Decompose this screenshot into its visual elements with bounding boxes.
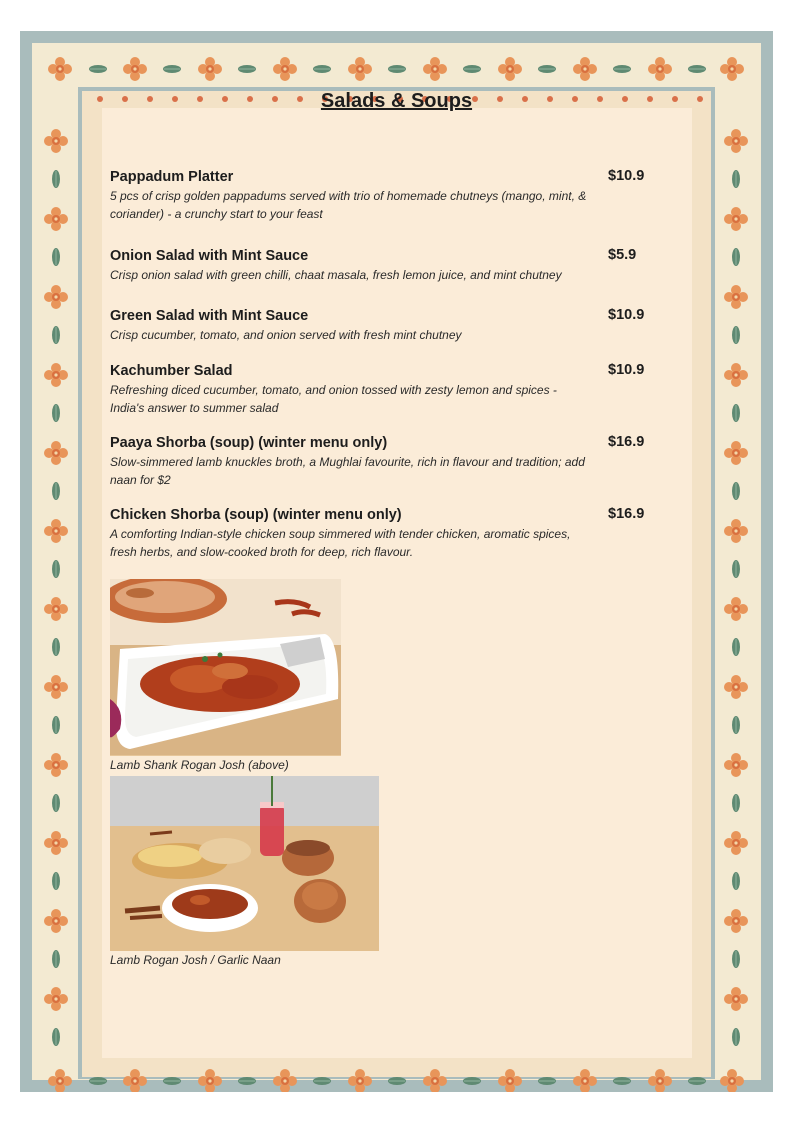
item-description: Crisp onion salad with green chilli, chaat masala, fresh lemon juice, and mint chutney — [110, 268, 562, 282]
item-price: $16.9 — [608, 434, 645, 450]
item-name: Green Salad with Mint Sauce — [110, 308, 309, 324]
lamb-shank-image — [110, 579, 341, 756]
item-price: $10.9 — [608, 168, 645, 184]
item-description: Slow-simmered lamb knuckles broth, a Mughlai favourite, rich in flavour and tradition; add naan for $2 — [110, 455, 585, 487]
menu-item — [110, 434, 650, 489]
food-photo-rogan-josh — [110, 776, 379, 951]
item-description: Refreshing diced cucumber, tomato, and onion tossed with zesty lemon and spices - India's answer to summer salad — [110, 383, 557, 415]
menu-item — [110, 168, 650, 223]
rogan-josh-image — [110, 776, 379, 951]
item-name: Paaya Shorba (soup) (winter menu only) — [110, 435, 388, 451]
menu-item — [110, 247, 650, 285]
menu-item — [110, 506, 650, 561]
item-name: Onion Salad with Mint Sauce — [110, 248, 309, 264]
item-price: $5.9 — [608, 247, 637, 263]
photo-caption: Lamb Shank Rogan Josh (above) — [110, 758, 289, 772]
item-description: Crisp cucumber, tomato, and onion served with fresh mint chutney — [110, 328, 462, 342]
food-photo-lamb-shank — [110, 579, 341, 756]
item-name: Pappadum Platter — [110, 169, 234, 185]
section-title: Salads & Soups — [320, 90, 473, 112]
menu-item — [110, 307, 650, 345]
item-price: $10.9 — [608, 362, 645, 378]
photo-caption: Lamb Rogan Josh / Garlic Naan — [110, 953, 281, 967]
menu-item — [110, 362, 650, 417]
item-name: Kachumber Salad — [110, 363, 233, 379]
item-price: $10.9 — [608, 307, 645, 323]
item-description: A comforting Indian-style chicken soup simmered with tender chicken, aromatic spices, fresh herbs, and slow-cooked broth for deep, rich flavour. — [110, 527, 571, 559]
item-price: $16.9 — [608, 506, 645, 522]
item-description: 5 pcs of crisp golden pappadums served with trio of homemade chutneys (mango, mint, & coriander) - a crunchy start to your feast — [110, 189, 587, 221]
item-name: Chicken Shorba (soup) (winter menu only) — [110, 507, 402, 523]
